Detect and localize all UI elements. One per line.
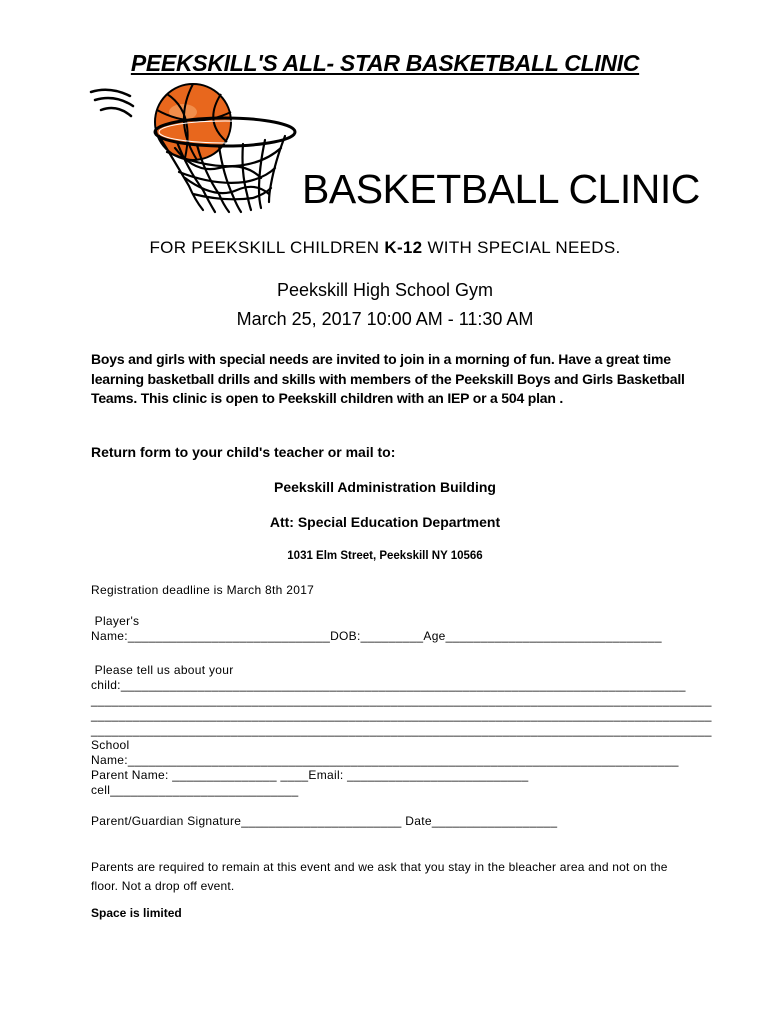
registration-deadline: Registration deadline is March 8th 2017: [91, 583, 315, 597]
signature-field[interactable]: Parent/Guardian Signature_______________________ Date__________________: [91, 814, 558, 828]
attendance-notice: Parents are required to remain at this event and we ask that you stay in the bleacher area and not on the floor. Not a drop off event.: [91, 860, 668, 893]
address-line-3: 1031 Elm Street, Peekskill NY 10566: [287, 550, 483, 562]
audience-line: [0, 238, 770, 258]
address-line-1: Peekskill Administration Building: [274, 479, 496, 495]
audience-prefix: FOR PEEKSKILL CHILDREN: [149, 238, 385, 257]
basketball-hoop-icon: [85, 82, 305, 214]
space-limited-note: Space is limited: [91, 906, 182, 920]
child-description-field[interactable]: Please tell us about your child:_________________________________________________________________________________ _________________________________________________________________________________________ _________________________________________________________________________________________ _________________________________________________________________________________________: [91, 663, 712, 737]
audience-grades: K-12: [384, 238, 423, 257]
event-datetime: March 25, 2017 10:00 AM - 11:30 AM: [236, 309, 534, 329]
intro-paragraph: Boys and girls with special needs are invited to join in a morning of fun. Have a great time learning basketball drills and skills with members of the Peekskill Boys and Girls Basketball Teams. This clinic is open to Peekskill children with an IEP or a 504 plan .: [91, 351, 685, 406]
hero-title: BASKETBALL CLINIC: [302, 166, 700, 212]
player-name-field[interactable]: Player's Name:_____________________________DOB:_________Age_______________________________: [91, 614, 662, 643]
return-instructions: Return form to your child's teacher or mail to:: [91, 444, 396, 460]
page-title: PEEKSKILL'S ALL- STAR BASKETBALL CLINIC: [130, 50, 640, 76]
school-parent-fields[interactable]: School Name:_______________________________________________________________________________ Parent Name: _______________ ____Email: __________________________ cell___________________________: [91, 738, 679, 797]
audience-suffix: WITH SPECIAL NEEDS.: [422, 238, 621, 257]
event-venue: Peekskill High School Gym: [276, 280, 494, 300]
address-line-2: Att: Special Education Department: [269, 514, 501, 530]
